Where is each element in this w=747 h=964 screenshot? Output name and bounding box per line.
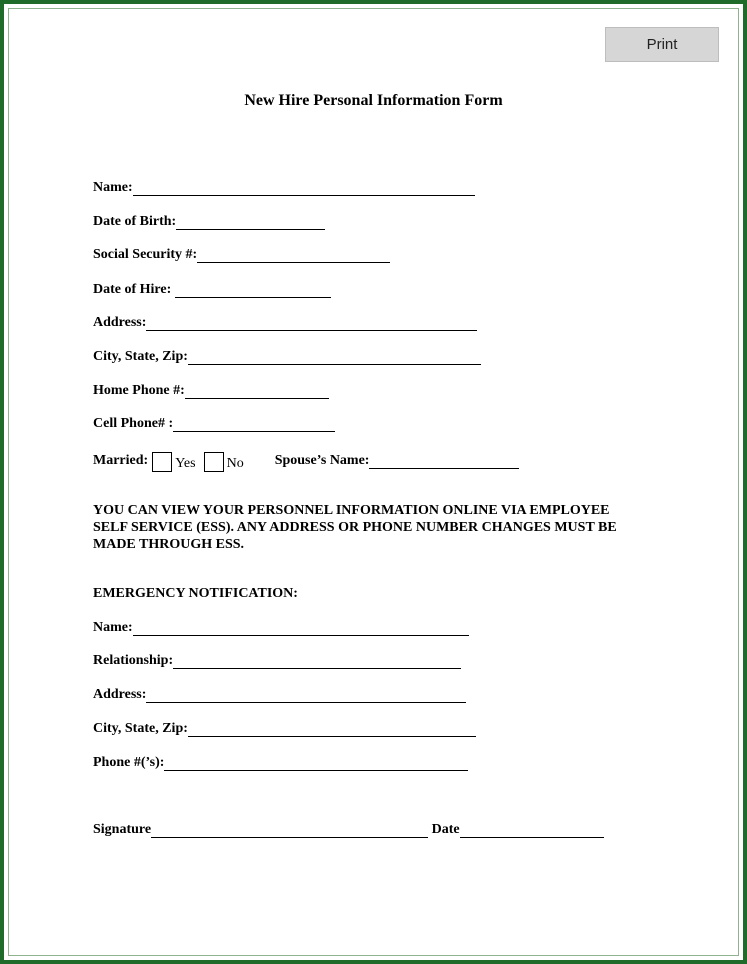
print-button[interactable]: Print [605, 27, 719, 62]
emergency-relationship-label: Relationship: [93, 653, 174, 668]
signature-label: Signature [93, 822, 152, 837]
married-no-checkbox[interactable] [204, 452, 224, 472]
emergency-address-input-line[interactable] [146, 690, 466, 703]
address-input-line[interactable] [146, 318, 477, 331]
page-frame-inner [8, 8, 739, 956]
address-label: Address: [93, 315, 147, 330]
ess-notice: YOU CAN VIEW YOUR PERSONNEL INFORMATION ONLINE VIA EMPLOYEE SELF SERVICE (ESS). ANY ADDRESS OR PHONE NUMBER CHANGES MUST BE MADE THROUGH ESS. [93, 503, 617, 552]
name-input-line[interactable] [133, 183, 475, 196]
emergency-city-state-zip-row [93, 721, 476, 737]
emergency-heading [93, 586, 298, 602]
hire-date-field-row [93, 282, 331, 298]
emergency-name-input-line[interactable] [133, 623, 469, 636]
married-label: Married: [93, 453, 149, 468]
ssn-label: Social Security #: [93, 247, 198, 262]
signature-input-line[interactable] [151, 825, 428, 838]
dob-label: Date of Birth: [93, 214, 177, 229]
home-phone-field-row [93, 383, 329, 399]
home-phone-label: Home Phone #: [93, 383, 185, 398]
emergency-relationship-row [93, 653, 461, 669]
emergency-name-row [93, 620, 469, 636]
emergency-name-label: Name: [93, 620, 133, 635]
signature-row [93, 822, 604, 838]
married-no-label: No [226, 456, 244, 471]
cell-phone-label: Cell Phone# : [93, 416, 174, 431]
hire-date-input-line[interactable] [175, 285, 331, 298]
ssn-field-row [93, 247, 390, 263]
form-title: New Hire Personal Information Form [244, 92, 503, 109]
spouse-name-input-line[interactable] [369, 456, 519, 469]
city-state-zip-input-line[interactable] [188, 352, 481, 365]
home-phone-input-line[interactable] [185, 386, 329, 399]
spouse-name-label: Spouse’s Name: [274, 453, 370, 468]
address-field-row [93, 315, 477, 331]
city-state-zip-field-row [93, 349, 481, 365]
date-label: Date [428, 822, 460, 837]
cell-phone-input-line[interactable] [173, 419, 335, 432]
emergency-address-row [93, 687, 466, 703]
name-label: Name: [93, 180, 133, 195]
dob-field-row [93, 214, 325, 230]
city-state-zip-label: City, State, Zip: [93, 349, 188, 364]
emergency-city-state-zip-label: City, State, Zip: [93, 721, 188, 736]
emergency-phone-label: Phone #(’s): [93, 755, 165, 770]
emergency-address-label: Address: [93, 687, 147, 702]
date-input-line[interactable] [460, 825, 604, 838]
ssn-input-line[interactable] [197, 250, 390, 263]
emergency-phone-input-line[interactable] [164, 758, 468, 771]
married-yes-label: Yes [175, 456, 196, 471]
dob-input-line[interactable] [176, 217, 325, 230]
cell-phone-field-row [93, 416, 335, 432]
emergency-relationship-input-line[interactable] [173, 656, 461, 669]
emergency-heading-label: EMERGENCY NOTIFICATION: [93, 586, 298, 601]
married-field-row [93, 449, 519, 469]
emergency-phone-row [93, 755, 468, 771]
emergency-city-state-zip-input-line[interactable] [188, 724, 476, 737]
name-field-row [93, 180, 475, 196]
hire-date-label: Date of Hire: [93, 282, 175, 297]
married-yes-checkbox[interactable] [152, 452, 172, 472]
